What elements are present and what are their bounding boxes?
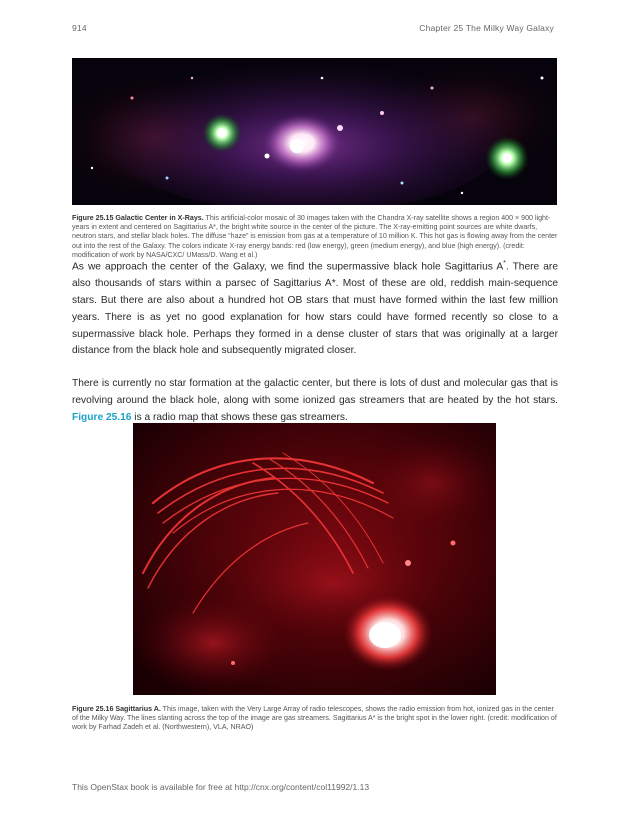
figure-25-16-label: Figure 25.16 Sagittarius A. bbox=[72, 705, 161, 713]
xray-galactic-center-image bbox=[72, 58, 557, 205]
figure-25-16-caption bbox=[72, 705, 558, 733]
figure-25-15-label: Figure 25.15 Galactic Center in X-Rays. bbox=[72, 214, 204, 222]
page-number: 914 bbox=[72, 23, 87, 33]
paragraph-2-end: is a radio map that shows these gas streamers. bbox=[131, 411, 348, 423]
paragraph-1-rest: . There are also thousands of stars within a parsec of Sagittarius A*. Most of these are old, reddish main-sequence stars. But there are also about a hundred hot OB stars that must have formed within the last few million years. There is as yet no good explanation for how stars could have formed recently so close to a supermassive black hole. Perhaps they formed in a dense cluster of stars that was originally at a larger distance from the black hole and subsequently migrated closer. bbox=[72, 261, 558, 357]
figure-25-15-caption-text: This artificial-color mosaic of 30 images taken with the Chandra X-ray satellite shows a region 400 × 900 light-years in extent and centered on Sagittarius A*, the bright white source in the center of the picture. The X-ray-emitting point sources are white dwarfs, neutron stars, and stellar black holes. The diffuse “haze” is emission from gas at a temperature of 10 million K. This hot gas is flowing away from the center out into the rest of the Galaxy. The colors indicate X-ray energy bands: red (low energy), green (medium energy), and blue (high energy). (credit: modification of work by NASA/CXC/ UMass/D. Wang et al.) bbox=[72, 214, 558, 259]
radio-map-graphic bbox=[133, 423, 496, 695]
figure-25-16-caption-text: This image, taken with the Very Large Array of radio telescopes, shows the radio emission from hot, ionized gas in the center of the Milky Way. The lines slanting across the top of the image are gas streamers. Sagittarius A* is the bright spot in the lower right. (credit: modification of work by Farhad Zadeh et al. (Northwestern), VLA, NRAO) bbox=[72, 705, 557, 732]
xray-mosaic-graphic bbox=[72, 58, 557, 205]
paragraph-1-start: As we approach the center of the Galaxy, we find the supermassive black hole Sagittarius A bbox=[72, 261, 504, 273]
paragraph-2-start: There is currently no star formation at the galactic center, but there is lots of dust and molecular gas that is revolving around the black hole, along with some ionized gas streamers that are heated by the hot stars. bbox=[72, 378, 558, 406]
chapter-header: Chapter 25 The Milky Way Galaxy bbox=[419, 23, 554, 33]
body-paragraph-2 bbox=[72, 376, 558, 426]
figure-25-16-link[interactable]: Figure 25.16 bbox=[72, 411, 132, 423]
body-paragraph-1 bbox=[72, 256, 558, 360]
page-footer: This OpenStax book is available for free at http://cnx.org/content/col11992/1.13 bbox=[72, 782, 370, 792]
figure-25-15-caption bbox=[72, 214, 558, 260]
sagittarius-a-radio-image bbox=[133, 423, 496, 695]
paragraph-1-superscript: * bbox=[503, 260, 506, 267]
